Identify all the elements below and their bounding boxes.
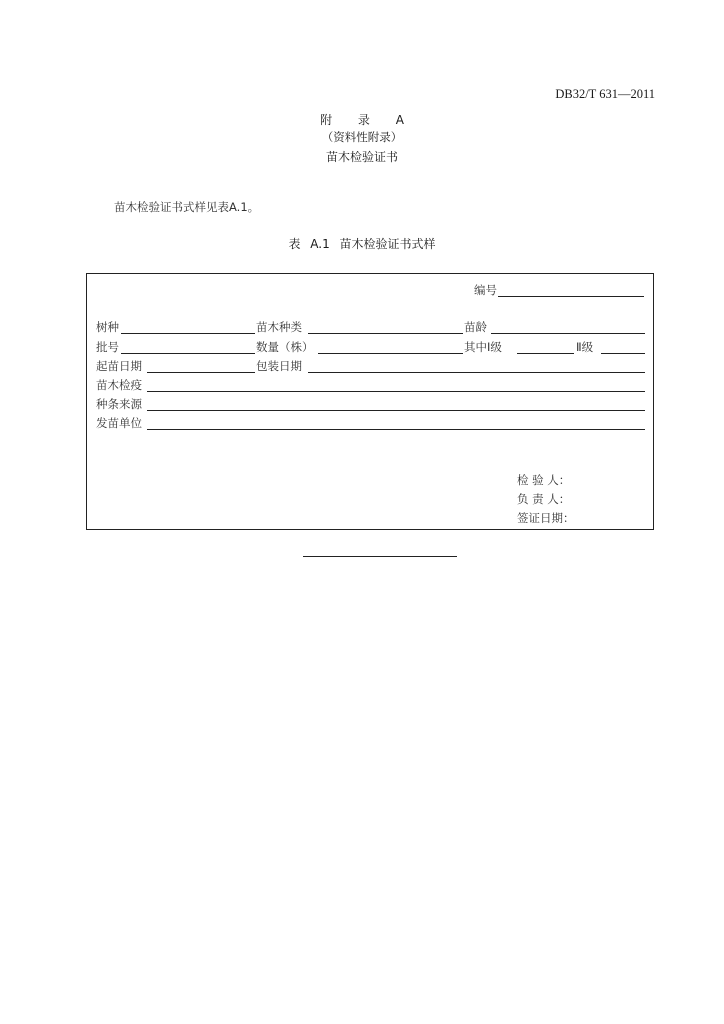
- pack-date-field[interactable]: [308, 372, 645, 373]
- batch-field[interactable]: [121, 353, 255, 354]
- source-label: 种条来源: [96, 397, 142, 411]
- quantity-field[interactable]: [318, 353, 463, 354]
- quantity-label: 数量（株）: [256, 340, 314, 354]
- batch-label: 批号: [96, 340, 119, 354]
- variety-field[interactable]: [308, 333, 463, 334]
- variety-label: 苗木种类: [256, 320, 302, 334]
- appendix-name: 苗木检验证书: [325, 150, 398, 164]
- appendix-title: 附 录 A: [320, 113, 415, 127]
- start-date-label: 起苗日期: [96, 359, 142, 373]
- source-field[interactable]: [147, 410, 645, 411]
- table-title: 表 A.1 苗木检验证书式样: [288, 237, 436, 251]
- responsible-label: 负 责 人：: [517, 492, 571, 506]
- number-field[interactable]: [498, 296, 644, 297]
- inspector-label: 检 验 人：: [517, 473, 571, 487]
- age-label: 苗龄: [464, 320, 487, 334]
- grade2-field[interactable]: [601, 353, 645, 354]
- species-label: 树种: [96, 320, 119, 334]
- end-rule: [303, 556, 457, 557]
- quarantine-label: 苗木检疫: [96, 378, 142, 392]
- intro-paragraph: 苗木检验证书式样见表A.1。: [114, 200, 260, 214]
- grade2-label: Ⅱ级: [576, 340, 594, 354]
- species-field[interactable]: [121, 333, 255, 334]
- issuer-label: 发苗单位: [96, 416, 142, 430]
- grade1-label: 其中Ⅰ级: [464, 340, 502, 354]
- pack-date-label: 包装日期: [256, 359, 302, 373]
- start-date-field[interactable]: [147, 372, 255, 373]
- number-label: 编号: [474, 283, 497, 297]
- sign-date-label: 签证日期：: [517, 511, 575, 525]
- grade1-field[interactable]: [517, 353, 574, 354]
- quarantine-field[interactable]: [147, 391, 645, 392]
- age-field[interactable]: [491, 333, 645, 334]
- issuer-field[interactable]: [147, 429, 645, 430]
- appendix-type: （资料性附录）: [321, 130, 403, 144]
- document-code: DB32/T 631—2011: [555, 87, 655, 101]
